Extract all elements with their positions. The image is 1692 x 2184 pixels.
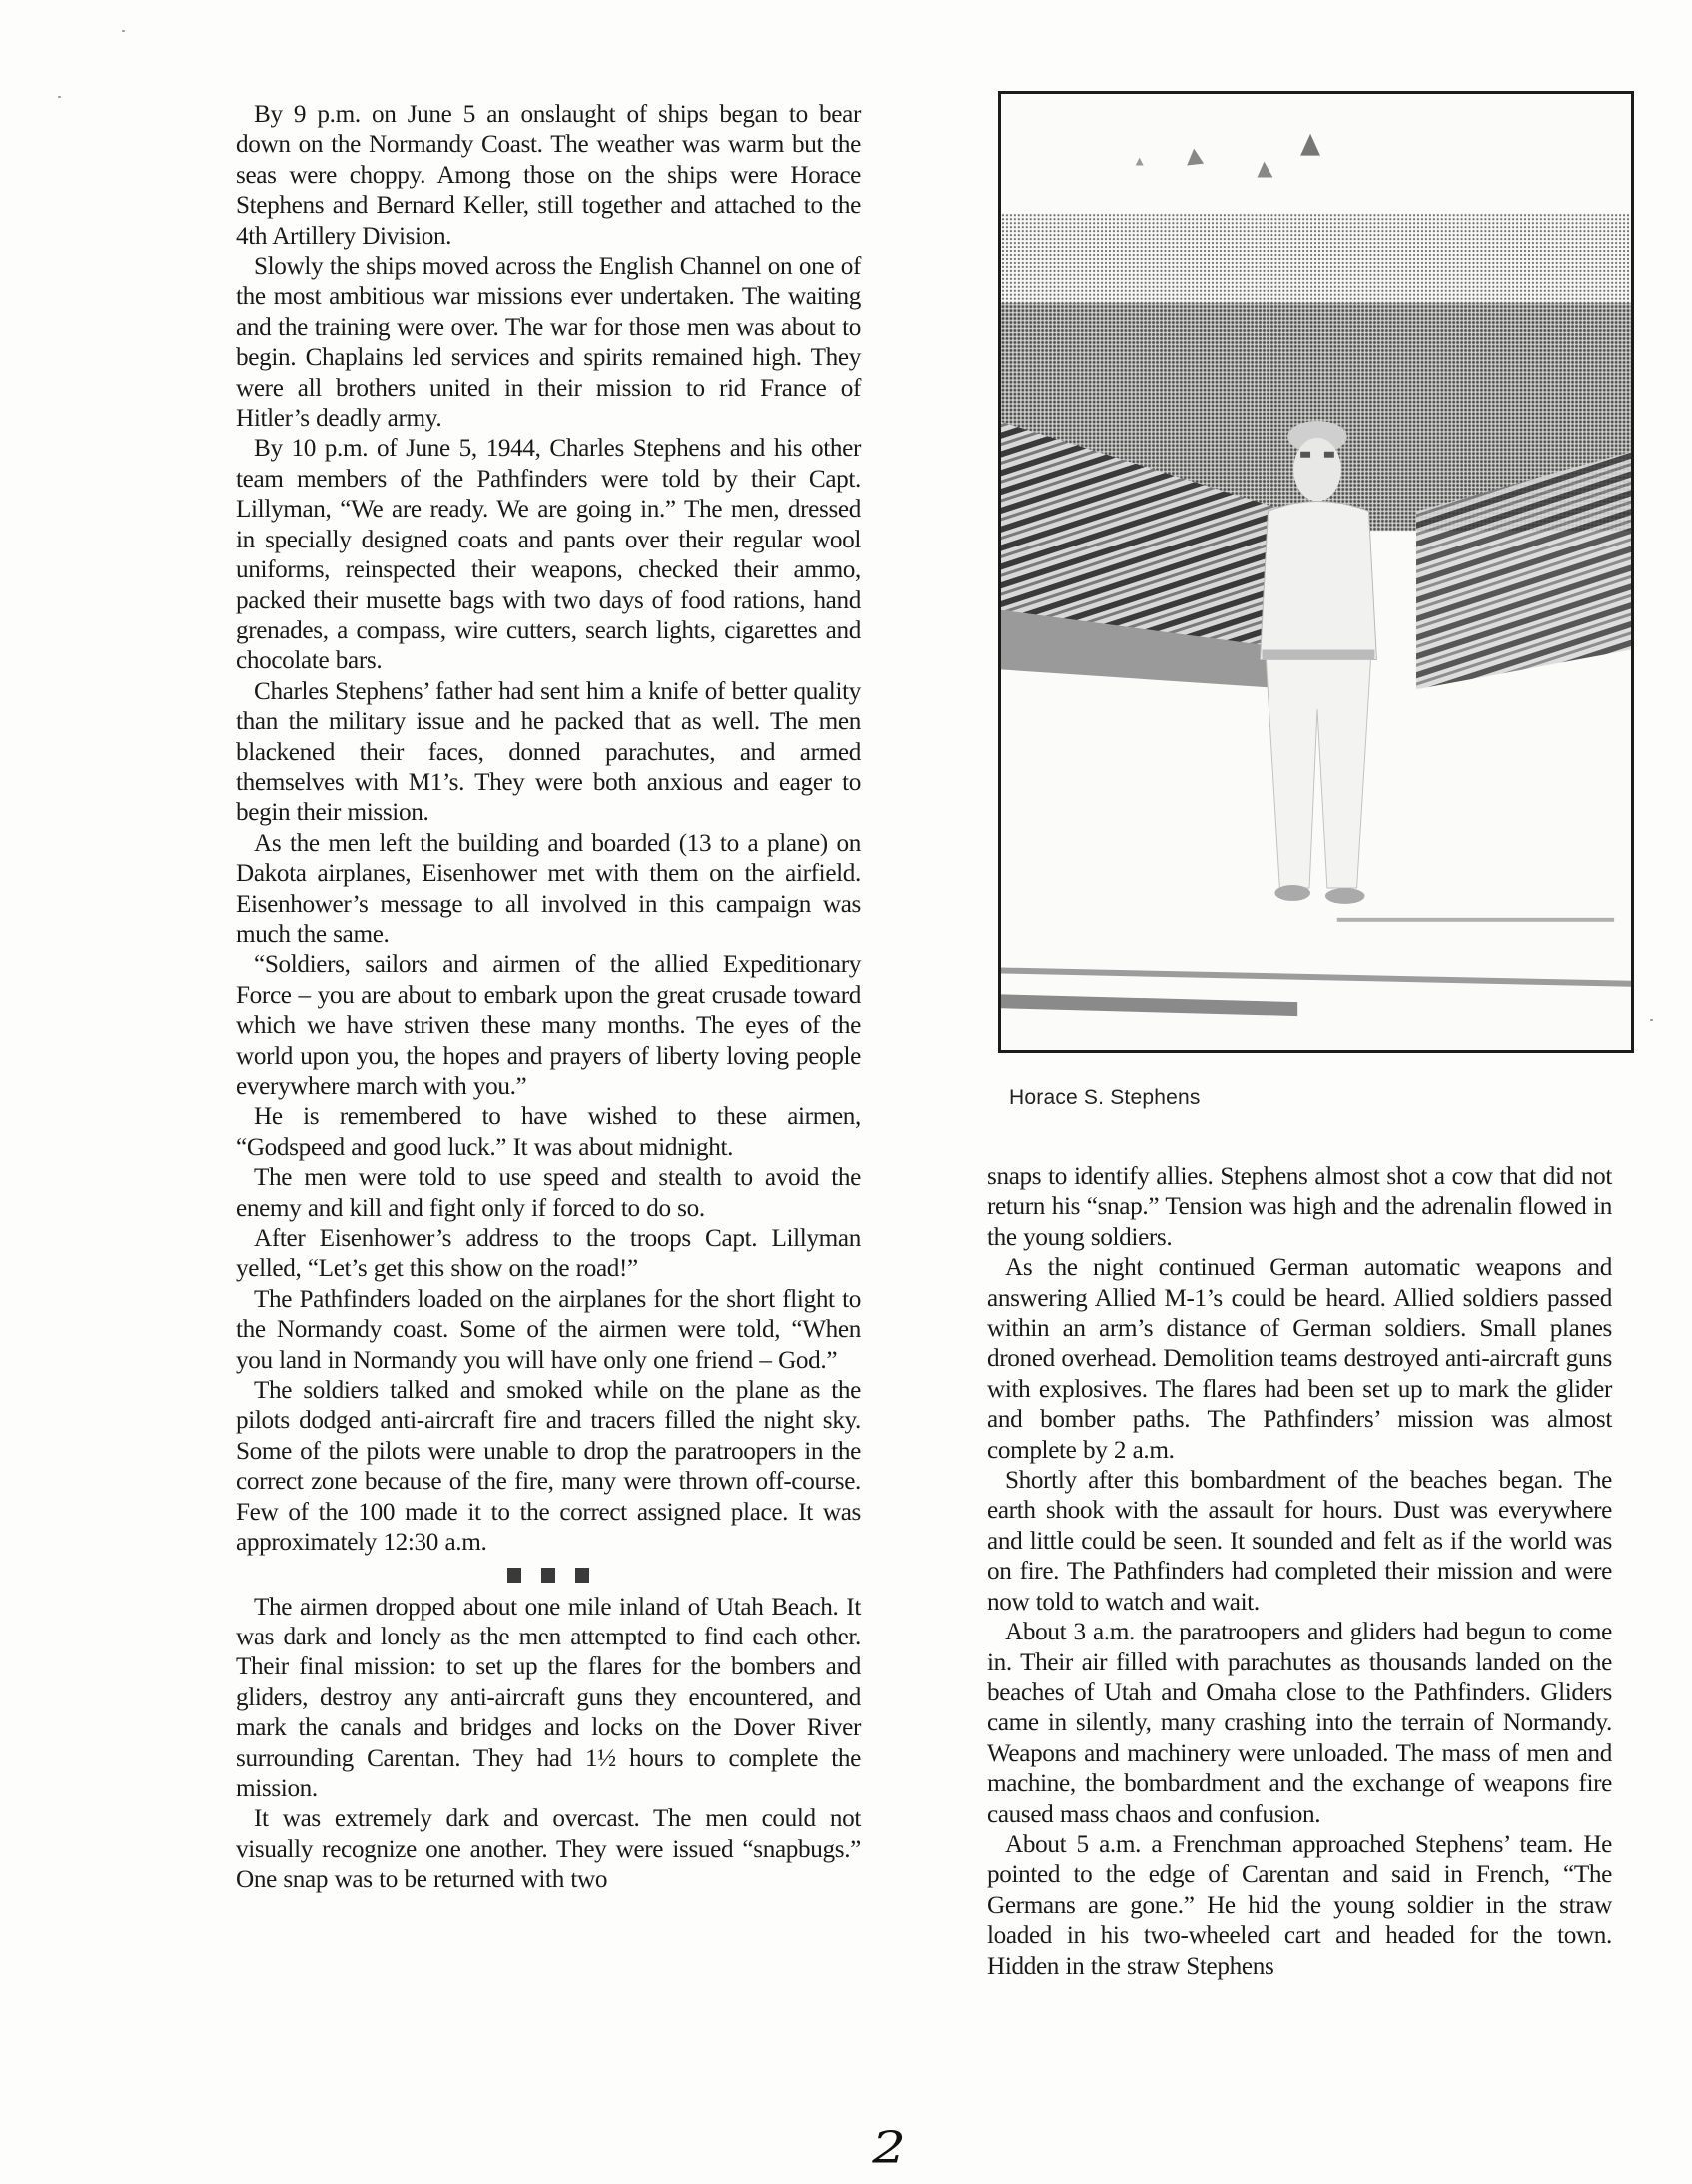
square-bullet-icon — [541, 1568, 555, 1583]
paragraph: About 3 a.m. the paratroopers and gliders had begun to come in. Their air filled with parachutes as thousands landed on the beaches of Utah and Omaha close to the Pathfinders. Gliders came in silently, many crashing into the terrain of Normandy. Weapons and machinery were unloaded. The mass of men and machine, the bombardment and the exchange of weapons fire caused mass chaos and confusion. — [987, 1619, 1612, 1828]
paragraph: About 5 a.m. a Frenchman approached Stephens’ team. He pointed to the edge of Carentan and said in French, “The Germans are gone.” He hid the young soldier in the straw loaded in his two-wheeled cart and headed for the town. Hidden in the straw Stephens — [987, 1830, 1612, 1980]
scan-speck — [1650, 1019, 1653, 1021]
paragraph: The soldiers talked and smoked while on the plane as the pilots dodged anti-aircraft fire and tracers filled the night sky. Some of the pilots were unable to drop the paratroopers in the correct zone because of the fire, many were thrown off-course. Few of the 100 made it to the correct assigned place. It was approximately 12:30 a.m. — [236, 1377, 861, 1557]
soldier-photo — [998, 91, 1634, 1053]
paragraph: By 9 p.m. on June 5 an onslaught of ships began to bear down on the Normandy Coast. The weather was warm but the seas were choppy. Among those on the ships were Horace Stephens and Bernard Keller, still together and attached to the 4th Artillery Division. — [236, 101, 861, 250]
square-bullet-icon — [575, 1568, 589, 1583]
paragraph: The men were told to use speed and stealth to avoid the enemy and kill and fight only if forced to do so. — [236, 1164, 861, 1222]
paragraph: It was extremely dark and overcast. The men could not visually recognize one another. They were issued “snapbugs.” One snap was to be returned with two — [236, 1805, 861, 1894]
paragraph: The airmen dropped about one mile inland of Utah Beach. It was dark and lonely as the men attempted to find each other. Their final mission: to set up the flares for the bombers and gliders, destroy any anti-aircraft guns they encountered, and mark the canals and bridges and locks on the Dover River surrounding Carentan. They had 1½ hours to complete the mission. — [236, 1593, 861, 1802]
paragraph: Slowly the ships moved across the English Channel on one of the most ambitious war missions ever undertaken. The waiting and the training were over. The war for those men was about to begin. Chaplains led services and spirits remained high. They were all brothers united in their mission to rid France of Hitler’s deadly army. — [236, 253, 861, 433]
page-number: 2 — [872, 2123, 906, 2174]
paragraph: As the men left the building and boarded (13 to a plane) on Dakota airplanes, Eisenhower met with them on the airfield. Eisenhower’s message to all involved in this campaign was much the same. — [236, 829, 861, 948]
photo-image-icon — [1001, 94, 1631, 1050]
scan-speck — [58, 96, 61, 98]
right-text-column — [987, 1162, 1612, 1982]
paragraph: “Soldiers, sailors and airmen of the allied Expeditionary Force – you are about to embark upon the great crusade toward which we have striven these many months. The eyes of the world upon you, the hopes and prayers of liberty loving people everywhere march with you.” — [236, 951, 861, 1100]
paragraph: snaps to identify allies. Stephens almost shot a cow that did not return his “snap.” Tension was high and the adrenalin flowed in the young soldiers. — [987, 1163, 1612, 1251]
left-text-column — [236, 100, 861, 1896]
paragraph: By 10 p.m. of June 5, 1944, Charles Stephens and his other team members of the Pathfinders were told by their Capt. Lillyman, “We are ready. We are going in.” The men, dressed in specially designed coats and pants over their regular wool uniforms, reinspected their weapons, checked their ammo, packed their musette bags with two days of food rations, hand grenades, a compass, wire cutters, search lights, cigarettes and chocolate bars. — [236, 435, 861, 675]
paragraph: Shortly after this bombardment of the beaches began. The earth shook with the assault for hours. Dust was everywhere and little could be seen. It sounded and felt as if the world was on fire. The Pathfinders had completed their mission and were now told to watch and wait. — [987, 1467, 1612, 1616]
paragraph: Charles Stephens’ father had sent him a knife of better quality than the military issue and he packed that as well. The men blackened their faces, donned parachutes, and armed themselves with M1’s. They were both anxious and eager to begin their mission. — [236, 677, 861, 827]
section-break-squares — [236, 1559, 861, 1593]
paragraph: After Eisenhower’s address to the troops Capt. Lillyman yelled, “Let’s get this show on the road!” — [236, 1225, 861, 1283]
paragraph: As the night continued German automatic weapons and answering Allied M-1’s could be heard. Allied soldiers passed within an arm’s distance of German soldiers. Small planes droned overhead. Demolition teams destroyed anti-aircraft guns with explosives. The flares had been set up to mark the glider and bomber paths. The Pathfinders’ mission was almost complete by 2 a.m. — [987, 1254, 1612, 1464]
square-bullet-icon — [507, 1568, 521, 1583]
scan-speck — [122, 30, 125, 32]
paragraph: The Pathfinders loaded on the airplanes for the short flight to the Normandy coast. Some of the airmen were told, “When you land in Normandy you will have only one friend – God.” — [236, 1285, 861, 1374]
paragraph: He is remembered to have wished to these airmen, “Godspeed and good luck.” It was about midnight. — [236, 1103, 861, 1161]
photo-caption: Horace S. Stephens — [1009, 1086, 1201, 1109]
